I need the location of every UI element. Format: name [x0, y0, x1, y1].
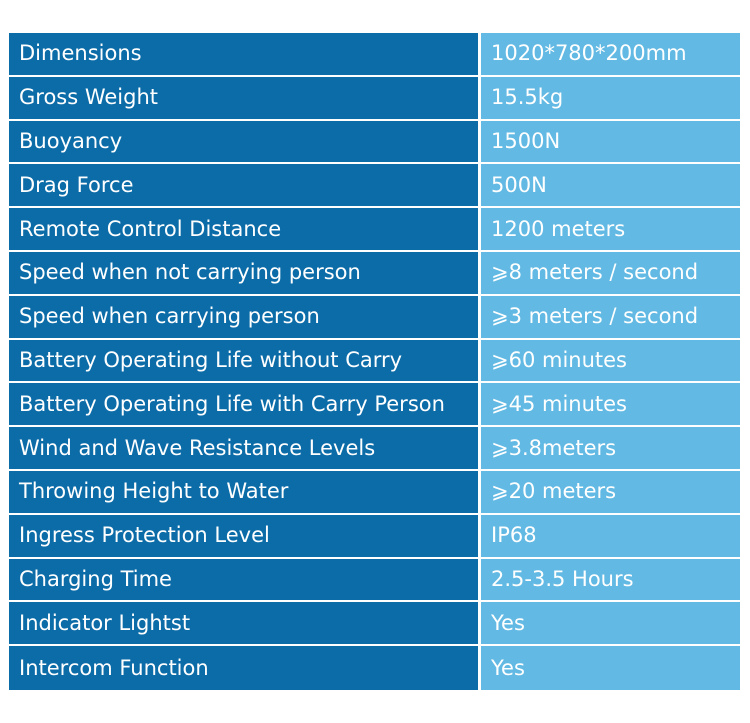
table-row [9, 471, 740, 515]
table-row [9, 602, 740, 646]
spec-label: Indicator Lightst [9, 602, 478, 646]
table-row [9, 646, 740, 690]
spec-value: ⩾8 meters / second [478, 252, 740, 296]
spec-label: Throwing Height to Water [9, 471, 478, 515]
spec-label: Dimensions [9, 33, 478, 77]
spec-value: ⩾60 minutes [478, 340, 740, 384]
table-row [9, 164, 740, 208]
spec-value: 15.5kg [478, 77, 740, 121]
spec-label: Battery Operating Life with Carry Person [9, 383, 478, 427]
spec-label: Speed when not carrying person [9, 252, 478, 296]
spec-label: Gross Weight [9, 77, 478, 121]
table-row [9, 77, 740, 121]
spec-label: Buoyancy [9, 121, 478, 165]
spec-value: 1200 meters [478, 208, 740, 252]
spec-label: Charging Time [9, 559, 478, 603]
table-row [9, 33, 740, 77]
spec-table [9, 33, 740, 690]
spec-value: Yes [478, 602, 740, 646]
spec-label: Ingress Protection Level [9, 515, 478, 559]
spec-value: 1500N [478, 121, 740, 165]
table-row [9, 427, 740, 471]
table-row [9, 208, 740, 252]
table-row [9, 252, 740, 296]
spec-label: Intercom Function [9, 646, 478, 690]
spec-label: Drag Force [9, 164, 478, 208]
table-row [9, 340, 740, 384]
spec-value: ⩾20 meters [478, 471, 740, 515]
table-row [9, 121, 740, 165]
spec-value: ⩾3 meters / second [478, 296, 740, 340]
table-row [9, 559, 740, 603]
spec-value: Yes [478, 646, 740, 690]
table-row [9, 296, 740, 340]
spec-label: Wind and Wave Resistance Levels [9, 427, 478, 471]
spec-value: ⩾3.8meters [478, 427, 740, 471]
spec-value: 1020*780*200mm [478, 33, 740, 77]
spec-label: Remote Control Distance [9, 208, 478, 252]
spec-value: IP68 [478, 515, 740, 559]
spec-value: 2.5-3.5 Hours [478, 559, 740, 603]
table-row [9, 383, 740, 427]
table-row [9, 515, 740, 559]
spec-value: ⩾45 minutes [478, 383, 740, 427]
spec-label: Battery Operating Life without Carry [9, 340, 478, 384]
spec-label: Speed when carrying person [9, 296, 478, 340]
spec-value: 500N [478, 164, 740, 208]
